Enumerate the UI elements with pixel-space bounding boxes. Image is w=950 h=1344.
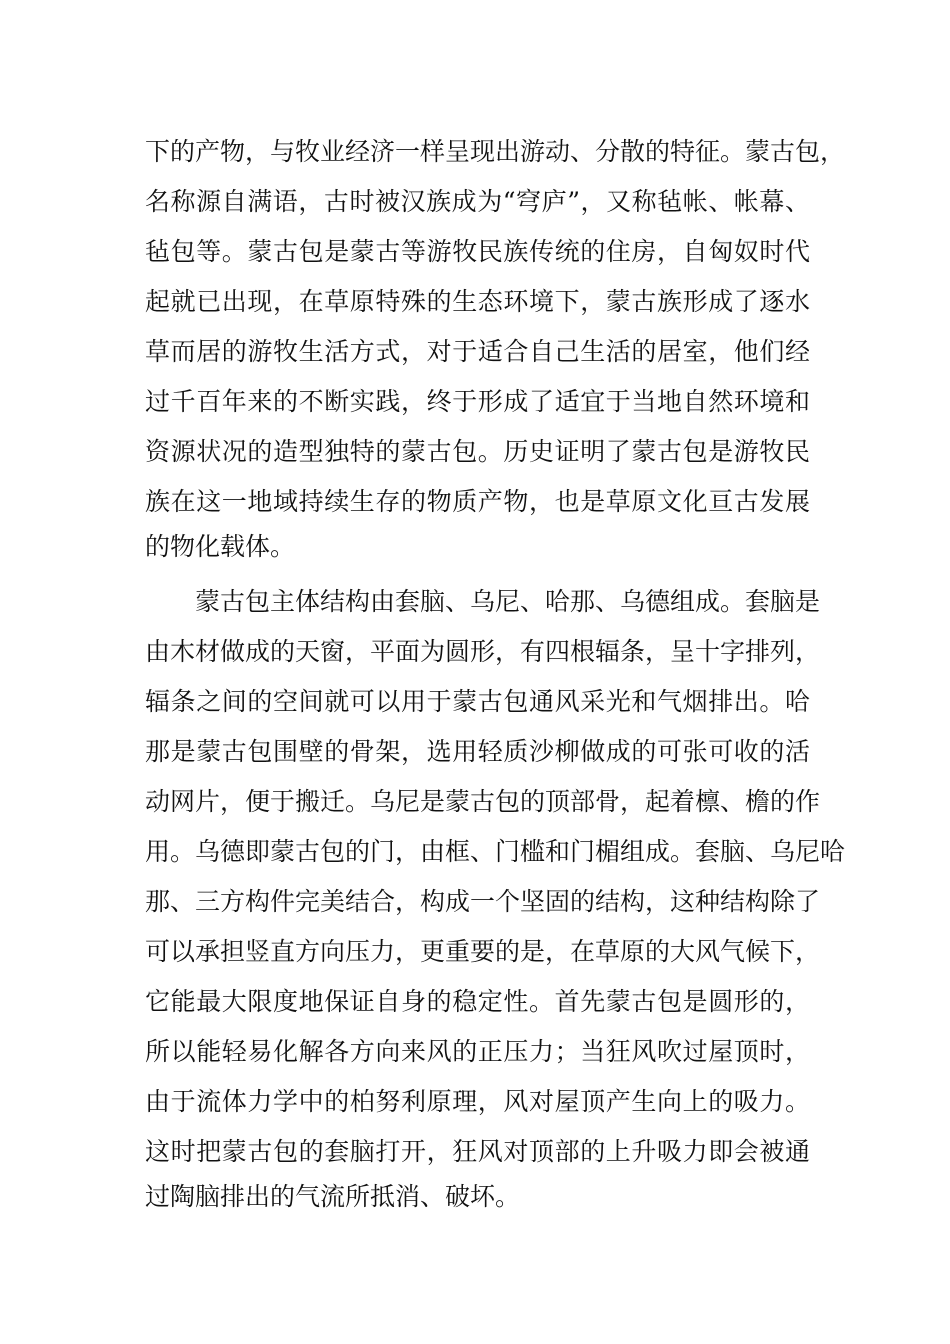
text-line: 由木材做成的天窗，平面为圆形，有四根辐条，呈十字排列，: [145, 637, 821, 666]
text-line: 蒙古包主体结构由套脑、乌尼、哈那、乌德组成。套脑是: [195, 587, 821, 616]
text-line: 族在这一地域持续生存的物质产物，也是草原文化亘古发展: [145, 487, 810, 516]
text-line: 它能最大限度地保证自身的稳定性。首先蒙古包是圆形的，: [145, 987, 810, 1016]
text-line: 这时把蒙古包的套脑打开，狂风对顶部的上升吸力即会被通: [145, 1137, 810, 1166]
text-line: 用。乌德即蒙古包的门，由框、门槛和门楣组成。套脑、乌尼哈: [145, 837, 846, 866]
text-line: 辐条之间的空间就可以用于蒙古包通风采光和气烟排出。哈: [145, 687, 810, 716]
text-line: 起就已出现，在草原特殊的生态环境下，蒙古族形成了逐水: [145, 287, 810, 316]
text-line: 草而居的游牧生活方式，对于适合自己生活的居室，他们经: [145, 337, 810, 366]
text-line: 名称源自满语，古时被汉族成为“穹庐”，又称毡帐、帐幕、: [145, 187, 810, 216]
text-line: 过千百年来的不断实践，终于形成了适宜于当地自然环境和: [145, 387, 810, 416]
text-line: 下的产物，与牧业经济一样呈现出游动、分散的特征。蒙古包，: [145, 137, 846, 166]
text-line: 那是蒙古包围壁的骨架，选用轻质沙柳做成的可张可收的活: [145, 737, 810, 766]
text-line: 动网片，便于搬迁。乌尼是蒙古包的顶部骨，起着檩、檐的作: [145, 787, 821, 816]
text-line: 由于流体力学中的柏努利原理，风对屋顶产生向上的吸力。: [145, 1087, 810, 1116]
text-line: 毡包等。蒙古包是蒙古等游牧民族传统的住房，自匈奴时代: [145, 237, 810, 266]
text-line: 所以能轻易化解各方向来风的正压力；当狂风吹过屋顶时，: [145, 1037, 810, 1066]
text-line: 过陶脑排出的气流所抵消、破坏。: [145, 1182, 521, 1211]
text-line: 的物化载体。: [145, 532, 296, 561]
text-line: 资源状况的造型独特的蒙古包。历史证明了蒙古包是游牧民: [145, 437, 810, 466]
text-line: 那、三方构件完美结合，构成一个坚固的结构，这种结构除了: [145, 887, 821, 916]
text-line: 可以承担竖直方向压力，更重要的是，在草原的大风气候下，: [145, 937, 821, 966]
